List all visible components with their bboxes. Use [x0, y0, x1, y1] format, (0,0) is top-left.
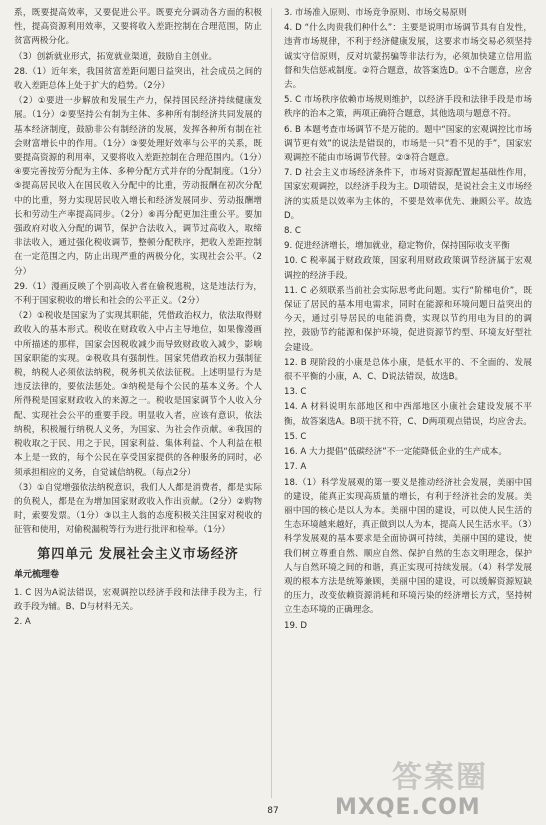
right-answer-12: 12. B 现阶段的小康是总体小康，是低水平的、不全面的、发展很不平衡的小康，A、C、D说法错误，故选B。	[284, 357, 532, 383]
left-paragraph-4: （2）①要进一步解放和发展生产力，保持国民经济持续健康发展。（1分）②要坚持公有制为主体、多种所有制经济共同发展的基本经济制度，鼓励非公有制经济的发展，发挥各种所有制在社会财富增长中的作用。（1分）③要处理好效率与公平的关系，既要提高资源的利用率，又要将收入差距控制在合理范围内。（1分）④要完善按劳分配为主体、多种分配方式并存的分配制度。（1分）⑤提高居民收入在国民收入分配中的比重，劳动报酬在初次分配中的比重，努力实现居民收入增长和经济发展同步、劳动报酬增长和劳动生产率提高同步。（2分）⑥再分配更加注重公平。要加强政府对收入分配的调节，保护合法收入，调节过高收入，取缔非法收入，通过强化税收调节，整顿分配秩序，把收入差距控制在一定范围之内，防止出现严重的两极分化，实现社会公平。（2分）	[14, 96, 262, 277]
left-tail-answer-1: 1. C 因为A说法错误，宏观调控以经济手段和法律手段为主，行政手段为辅。B、D与材料无关。	[14, 587, 262, 613]
left-paragraph-3: 28.（1）近年来，我国贫富差距问题日益突出，社会成员之间的收入差距总体上处于扩大的趋势。（2分）	[14, 66, 262, 92]
right-answer-18: 18.（1）科学发展观的第一要义是推动经济社会发展，美丽中国的建设，能真正实现高质量的增长，有利于经济社会的发展。美丽中国的核心是以人为本。美丽中国的建设，可以使人民生活的生态环境越来越好，真正做到以人为本，提高人民生活水平。（3）科学发展观的基本要求是全面协调可持续，美丽中国的建设，使我们树立尊重自然、顺应自然、保护自然的生态文明理念，保护人与自然环境之间的和谐，真正实现可持续发展。（4）科学发展观的根本方法是统筹兼顾，美丽中国的建设，可以缓解资源短缺的压力，改变依赖资源消耗和环境污染的经济增长方式，坚持树立生态环境的正确理念。	[284, 477, 532, 616]
column-divider	[271, 8, 272, 798]
left-column	[14, 6, 262, 631]
left-paragraph-1: 系，既要提高效率，又要促进公平。既要充分调动各方面的积极性，提高资源利用效率，又要将收入差距控制在合理范围，防止贫富两极分化。	[14, 8, 262, 47]
right-answer-13: 13. C	[284, 387, 307, 398]
right-answer-19: 19. D	[284, 620, 308, 631]
unit-title: 第四单元 发展社会主义市场经济	[37, 546, 239, 562]
watermark-url: MXQE.COM	[335, 795, 481, 820]
right-answer-17: 17. A	[284, 462, 307, 473]
watermark-logo	[392, 752, 488, 796]
right-answer-14: 14. A 材料说明东部地区和中西部地区小康社会建设发展不平衡，故答案选A。B项干扰不符，C、D两项观点错误，均应舍去。	[284, 402, 532, 427]
page-number: 87	[267, 806, 279, 816]
left-paragraph-7: （3）①自觉增强依法纳税意识，我们人人都是消费者，都是实际的负税人，都是在为增加国家财政收入作出贡献。（2分）②购物时，索要发票。（1分）③以主人翁的态度积极关注国家对税收的征管和使用，对偷税漏税等行为进行批评和检举。（1分）	[14, 482, 262, 536]
right-answer-5: 5. C 市场秩序依赖市场规则维护，以经济手段和法律手段是市场秩序的治本之策，两项正确符合题意，其他选项与题意不符。	[284, 95, 532, 120]
right-answer-16: 16. A 大力提倡“低碳经济”不一定能降低企业的生产成本。	[284, 447, 507, 458]
left-paragraph-6: （2）①税收是国家为了实现其职能，凭借政治权力，依法取得财政收入的基本形式。税收在财政收入中占主导地位，如果像漫画中所描述的那样，国家会因税收减少而导致财政收入减少，影响国家职能的实现。②税收具有强制性。国家凭借政治权力强制征税，纳税人必须依法纳税，税务机关依法征税。上述明显行为是违反法律的，要依法惩处。③纳税是每个公民的基本义务。个人所得税是国家财政收入的来源之一。税收是国家调节个人收入分配、实现社会公平的重要手段。明显收入者，应该有意识，依法纳税，积极履行纳税人义务，为国家、为社会作贡献。④我国的税收取之于民、用之于民，国家利益、集体利益、个人利益在根本上是一致的，每个公民在享受国家提供的各种服务的同时，必须承担相应的义务，自觉诚信纳税。（每点2分）	[14, 311, 262, 478]
right-answer-15: 15. C	[284, 431, 307, 442]
right-answer-10: 10. C 税率属于财政政策，国家利用财政政策调节经济属于宏观调控的经济手段。	[284, 256, 532, 281]
right-answer-9: 9. 促进经济增长，增加就业，稳定物价，保持国际收支平衡	[284, 241, 510, 252]
right-answer-4: 4. D “什么肉贵我们种什么”：主要是说明市场调节具有自发性，违背市场规律，不利于经济健康发展，这要求市场交易必须坚持诚实守信原则，反对坑蒙拐骗等非法行为，必须加快建立信用监督和失信惩戒制度。②符合题意，故答案选D。①不合题意，应舍去。	[284, 23, 532, 91]
right-column	[284, 6, 532, 634]
right-answer-8: 8. C	[284, 226, 301, 237]
right-answer-6: 6. B 本题考查市场调节不是万能的。题中“国家的宏观调控比市场调节更有效”的说法是错误的，市场是一只“看不见的手”，国家宏观调控不能由市场调节代替。②③符合题意。	[284, 124, 532, 164]
left-paragraph-2: （3）创新就业形式，拓宽就业渠道，鼓励自主创业。	[14, 51, 218, 62]
right-answer-7: 7. D 社会主义市场经济条件下，市场对资源配置起基础性作用，国家宏观调控，以经济手段为主。D项错误，是说社会主义市场经济的实质是以效率为主体的，不要是效率优先、兼顾公平。故选D。	[284, 168, 532, 221]
left-paragraph-5: 29.（1）漫画反映了个别高收入者在偷税逃税，这是违法行为，不利于国家税收的增长和社会的公平正义。（2分）	[14, 281, 262, 307]
left-tail-answer-2: 2. A	[14, 617, 31, 628]
right-answer-11: 11. C 必须联系当前社会实际思考此问题。实行“阶梯电价”，既保证了居民的基本用电需求，同时在能源和环境问题日益突出的今天，通过引导居民的电能消费，实现以节约用电为目的的调控，鼓励节约能源和保护环境，促进资源节约型、环境友好型社会建设。	[284, 285, 532, 353]
right-answer-3: 3. 市场准入原则、市场竞争原则、市场交易原则	[284, 8, 467, 18]
watermark-text: 答案圈	[392, 760, 488, 795]
section-subtitle: 单元梳理卷	[14, 569, 60, 580]
